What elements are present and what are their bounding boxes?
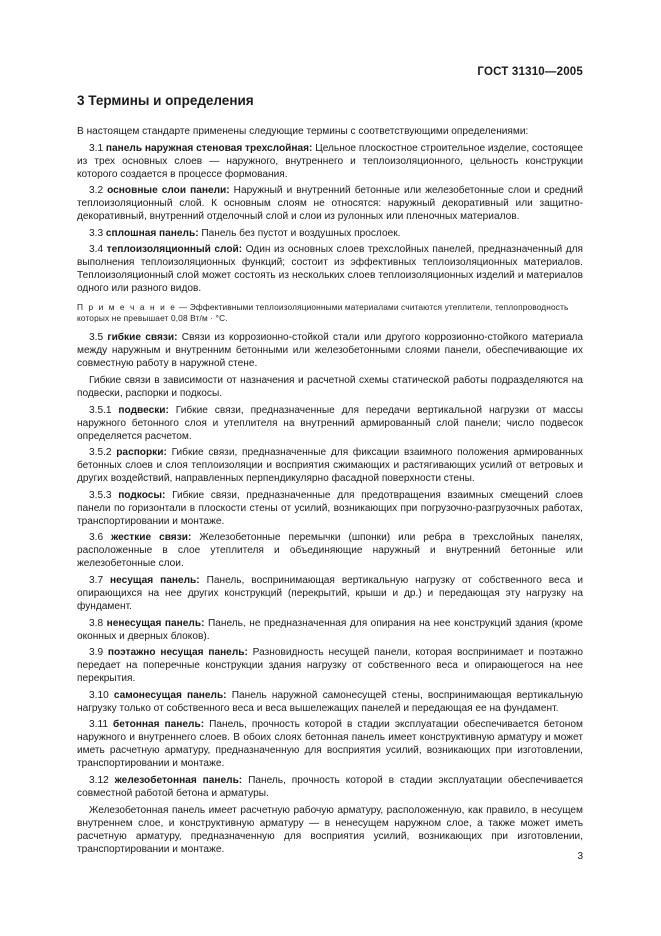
item-term: распорки: xyxy=(116,447,167,459)
note-text: — Эффективными теплоизоляционными материалами считаются утеплители, теплопроводность которых не превышает 0,08 Вт/м · °С. xyxy=(77,302,569,324)
item-text: Один из основных слоев трехслойных панелей, предназначенный для выполнения теплоизоляционных функций; состоит из эффективных теплоизоляционных материалов. Теплоизоляционный слой может состоять из нескольких слоев теплоизоляционных изделий и материалов одного или разного видов. xyxy=(77,244,583,295)
item-number: 3.8 xyxy=(89,617,104,629)
item-text: Наружный и внутренний бетонные или железобетонные слои и средний теплоизоляционный слой. К основным слоям не относятся: наружный декоративный или защитно-декоративный, внутренний отделочный слой и слои из рулонных или пленочных материалов. xyxy=(77,185,583,223)
definitions-list-2 xyxy=(77,331,583,855)
item-number: 3.9 xyxy=(89,647,104,659)
definition-item xyxy=(77,646,583,685)
definition-item xyxy=(77,331,583,370)
item-number: 3.6 xyxy=(89,532,104,544)
item-number: 3.11 xyxy=(89,719,108,731)
item-text: Панель, прочность которой в стадии эксплуатации обеспечивается совместной работой бетона и арматуры. xyxy=(77,774,583,799)
page-number: 3 xyxy=(577,851,583,862)
item-term: самонесущая панель: xyxy=(113,689,227,701)
item-number: 3.5 xyxy=(89,332,104,344)
definition-item xyxy=(77,574,583,613)
item-term: гибкие связи: xyxy=(107,332,178,344)
item-text: Гибкие связи, предназначенные для предотвращения взаимных смещений слоев панели по горизонтали в плоскости стены от усилий, возникающих при погрузочно-разгрузочных работах, транспортировании и монтаже. xyxy=(77,489,583,527)
standard-number: ГОСТ 31310—2005 xyxy=(477,66,583,78)
item-term: сплошная панель: xyxy=(105,227,199,239)
definition-item xyxy=(77,404,583,443)
note-label: П р и м е ч а н и е xyxy=(77,302,177,313)
item-number: 3.2 xyxy=(89,185,104,197)
item-term: ненесущая панель: xyxy=(106,617,205,629)
item-term: железобетонная панель: xyxy=(114,774,243,786)
item-text: Железобетонная панель имеет расчетную рабочую арматуру, расположенную, как правило, в несущем внутреннем слое, и конструктивную арматуру — в ненесущем наружном слое, а также может иметь расчетную арматуру, предназначенную для восприятия усилий, возникающих при изготовлении, транспортировании и монтаже. xyxy=(77,804,583,855)
definition-item xyxy=(77,446,583,485)
item-term: основные слои панели: xyxy=(107,185,230,197)
item-number: 3.4 xyxy=(89,244,104,256)
definition-item xyxy=(77,243,583,295)
item-term: подвески: xyxy=(118,404,169,416)
item-number: 3.5.3 xyxy=(89,489,112,501)
item-text: Гибкие связи, предназначенные для фиксации взаимного положения армированных бетонных слоев и слоя теплоизоляции и восприятия сжимающих и растягивающих усилий от ветровых и других воздействий, направленных перпендикулярно фасадной поверхности стены. xyxy=(77,447,583,485)
intro-text: В настоящем стандарте применены следующие термины с соответствующими определениями: xyxy=(77,126,529,137)
definition-item xyxy=(77,804,583,856)
document-body xyxy=(77,125,583,859)
item-term: поэтажно несущая панель: xyxy=(107,647,248,659)
definition-item xyxy=(77,489,583,528)
item-term: подкосы: xyxy=(118,489,166,501)
item-term: теплоизоляционный слой: xyxy=(106,244,243,256)
item-text: Панель, прочность которой в стадии эксплуатации обеспечивается бетоном наружного и внутреннего слоев. В обоих слоях бетонная панель имеет конструктивную арматуру и может иметь расчетную арматуру, предназначенную для восприятия усилий, возникающих при изготовлении, транспортировании и монтаже. xyxy=(77,719,583,770)
definition-item xyxy=(77,774,583,800)
item-number: 3.1 xyxy=(89,142,104,154)
item-text: Связи из коррозионно-стойкой стали или другого коррозионно-стойкого материала между наружным и внутренним бетонными или железобетонными слоями панели, обеспечивающие их совместную работу в наружной стене. xyxy=(77,332,583,370)
item-term: несущая панель: xyxy=(110,574,200,586)
item-text: Гибкие связи, предназначенные для передачи вертикальной нагрузки от массы наружного бетонного слоя и утеплителя на внутренний армированный слой панели; число подвесок определяется расчетом. xyxy=(77,404,583,442)
definitions-list-1 xyxy=(77,142,583,296)
definition-item xyxy=(77,531,583,570)
section-title: 3 Термины и определения xyxy=(77,93,254,108)
item-number: 3.7 xyxy=(89,574,104,586)
item-text: Панель, воспринимающая вертикальную нагрузку от собственного веса и опирающихся на нее других конструкций (перекрытий, крыши и др.) и передающая эту нагрузку на фундамент. xyxy=(77,574,583,612)
intro-paragraph xyxy=(77,125,583,138)
item-text: Панель, не предназначенная для опирания на нее конструкций здания (кроме оконных и дверных блоков). xyxy=(77,617,583,642)
item-text: Панель без пустот и воздушных прослоек. xyxy=(198,227,401,239)
item-number: 3.5.1 xyxy=(89,404,112,416)
item-text: Разновидность несущей панели, которая воспринимает и поэтажно передает на поперечные конструкции здания нагрузку от собственного веса и опирающегося на нее перекрытия. xyxy=(77,647,583,685)
item-number: 3.5.2 xyxy=(89,447,112,459)
definition-item xyxy=(77,142,583,181)
item-text: Цельное плоскостное строительное изделие, состоящее из трех основных слоев — наружного, внутреннего и теплоизоляционного, цельность конструкции которого создается в процессе формования. xyxy=(77,142,583,180)
definition-item xyxy=(77,689,583,715)
item-text: Железобетонные перемычки (шпонки) или ребра в трехслойных панелях, расположенные в слое утеплителя и объединяющие наружный и внутренний бетонные или железобетонные слои. xyxy=(77,532,583,570)
definition-item xyxy=(77,617,583,643)
definition-item xyxy=(77,184,583,223)
item-number: 3.3 xyxy=(89,227,104,239)
definition-item xyxy=(77,374,583,400)
item-text: Гибкие связи в зависимости от назначения и расчетной схемы статической работы подразделяются на подвески, распорки и подкосы. xyxy=(77,374,583,399)
item-term: панель наружная стеновая трехслойная: xyxy=(105,142,313,154)
item-text: Панель наружной самонесущей стены, воспринимающая вертикальную нагрузку только от собственного веса и веса вышележащих панелей и передающая ее на фундамент. xyxy=(77,689,583,714)
item-number: 3.12 xyxy=(89,774,109,786)
item-term: бетонная панель: xyxy=(113,719,205,731)
item-number: 3.10 xyxy=(89,689,109,701)
definition-item xyxy=(77,718,583,770)
item-term: жесткие связи: xyxy=(111,532,192,544)
note xyxy=(77,302,583,324)
definition-item xyxy=(77,227,583,240)
